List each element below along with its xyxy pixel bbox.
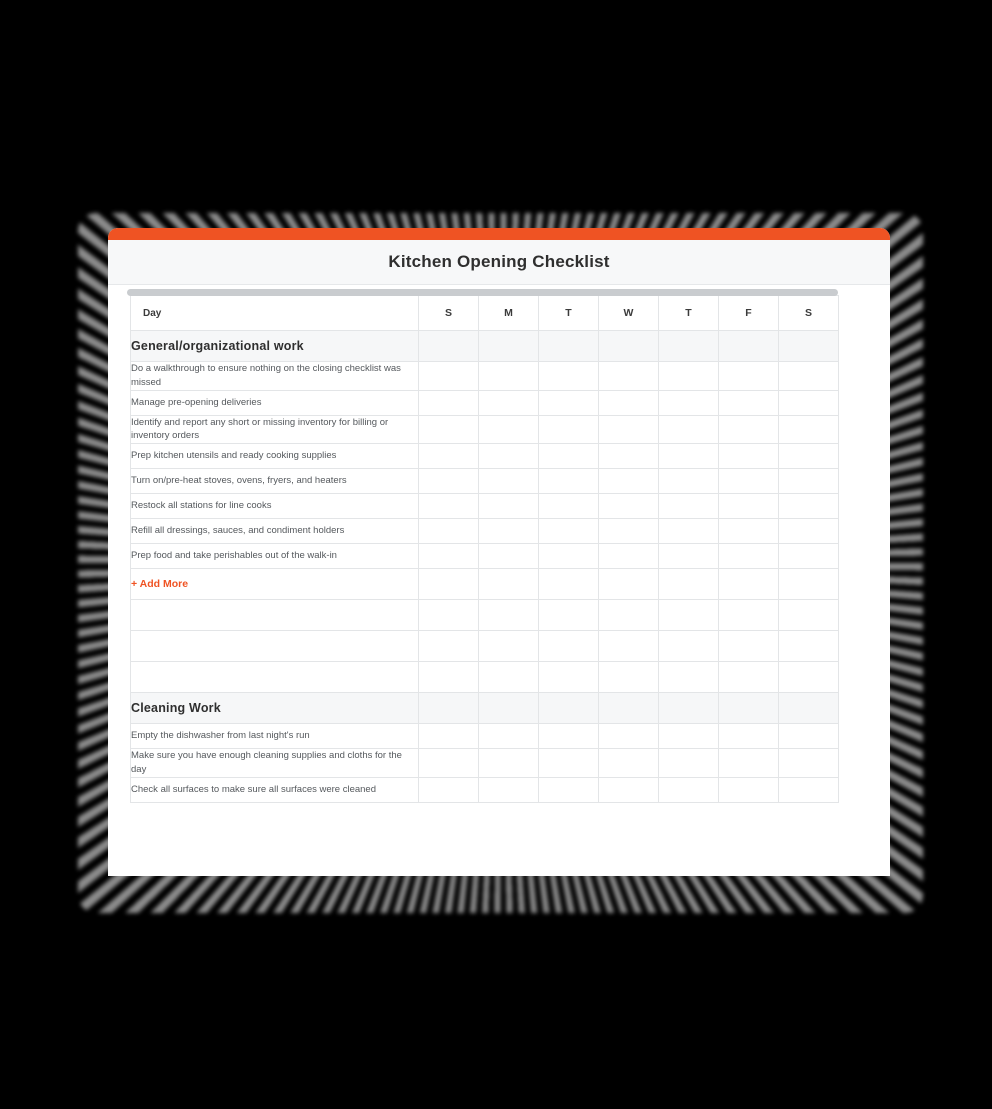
checkbox-cell[interactable] — [539, 749, 599, 778]
table-row — [131, 749, 839, 778]
checklist-table — [130, 295, 839, 803]
section-spacer-cell — [779, 693, 839, 724]
checkbox-cell[interactable] — [419, 724, 479, 749]
blank-task-cell[interactable] — [131, 662, 419, 693]
checkbox-cell[interactable] — [719, 631, 779, 662]
checkbox-cell[interactable] — [479, 444, 539, 469]
checkbox-cell[interactable] — [539, 519, 599, 544]
checkbox-cell[interactable] — [539, 415, 599, 444]
checkbox-cell[interactable] — [419, 469, 479, 494]
checkbox-cell[interactable] — [779, 724, 839, 749]
add-more-row — [131, 569, 839, 600]
checkbox-cell[interactable] — [779, 569, 839, 600]
column-header-day: Day — [131, 296, 419, 331]
checkbox-cell[interactable] — [599, 544, 659, 569]
task-label: Empty the dishwasher from last night's run — [131, 724, 419, 749]
checkbox-cell[interactable] — [599, 724, 659, 749]
column-header-wednesday: W — [599, 296, 659, 331]
checkbox-cell[interactable] — [779, 662, 839, 693]
checkbox-cell[interactable] — [659, 569, 719, 600]
blank-row — [131, 662, 839, 693]
table-row — [131, 469, 839, 494]
checkbox-cell[interactable] — [419, 390, 479, 415]
add-more-button[interactable]: + Add More — [131, 569, 419, 600]
task-label: Identify and report any short or missing inventory for billing or inventory orders — [131, 415, 419, 444]
checklist-card — [108, 228, 890, 876]
checkbox-cell[interactable] — [479, 362, 539, 391]
checkbox-cell[interactable] — [659, 519, 719, 544]
table-row — [131, 544, 839, 569]
checkbox-cell[interactable] — [779, 519, 839, 544]
section-spacer-cell — [719, 331, 779, 362]
checkbox-cell[interactable] — [719, 494, 779, 519]
checkbox-cell[interactable] — [599, 600, 659, 631]
checkbox-cell[interactable] — [719, 569, 779, 600]
table-row — [131, 390, 839, 415]
section-spacer-cell — [419, 693, 479, 724]
checkbox-cell[interactable] — [779, 777, 839, 802]
table-row — [131, 519, 839, 544]
checkbox-cell[interactable] — [599, 415, 659, 444]
table-body — [131, 331, 839, 803]
section-spacer-cell — [539, 331, 599, 362]
checkbox-cell[interactable] — [539, 631, 599, 662]
checkbox-cell[interactable] — [539, 494, 599, 519]
checkbox-cell[interactable] — [719, 519, 779, 544]
column-header-tuesday: T — [539, 296, 599, 331]
checkbox-cell[interactable] — [479, 415, 539, 444]
section-header-row — [131, 693, 839, 724]
checkbox-cell[interactable] — [719, 777, 779, 802]
checkbox-cell[interactable] — [539, 362, 599, 391]
checkbox-cell[interactable] — [779, 444, 839, 469]
table-head — [131, 296, 839, 331]
sheet-area — [108, 285, 890, 803]
checkbox-cell[interactable] — [419, 362, 479, 391]
checkbox-cell[interactable] — [719, 544, 779, 569]
checkbox-cell[interactable] — [659, 469, 719, 494]
checkbox-cell[interactable] — [599, 749, 659, 778]
checkbox-cell[interactable] — [539, 390, 599, 415]
checkbox-cell[interactable] — [539, 569, 599, 600]
checkbox-cell[interactable] — [419, 544, 479, 569]
blank-task-cell[interactable] — [131, 631, 419, 662]
section-title: Cleaning Work — [131, 693, 419, 724]
checkbox-cell[interactable] — [479, 600, 539, 631]
table-row — [131, 362, 839, 391]
checkbox-cell[interactable] — [719, 662, 779, 693]
checkbox-cell[interactable] — [779, 415, 839, 444]
checkbox-cell[interactable] — [659, 362, 719, 391]
checkbox-cell[interactable] — [779, 494, 839, 519]
checkbox-cell[interactable] — [419, 777, 479, 802]
checkbox-cell[interactable] — [779, 390, 839, 415]
checkbox-cell[interactable] — [419, 600, 479, 631]
section-spacer-cell — [419, 331, 479, 362]
section-spacer-cell — [599, 331, 659, 362]
checkbox-cell[interactable] — [599, 494, 659, 519]
table-row — [131, 724, 839, 749]
checkbox-cell[interactable] — [479, 631, 539, 662]
checkbox-cell[interactable] — [539, 600, 599, 631]
checkbox-cell[interactable] — [599, 569, 659, 600]
checkbox-cell[interactable] — [719, 362, 779, 391]
checkbox-cell[interactable] — [719, 390, 779, 415]
section-spacer-cell — [539, 693, 599, 724]
checkbox-cell[interactable] — [419, 444, 479, 469]
checkbox-cell[interactable] — [779, 600, 839, 631]
task-label: Make sure you have enough cleaning supplies and cloths for the day — [131, 749, 419, 778]
checkbox-cell[interactable] — [659, 444, 719, 469]
table-row — [131, 444, 839, 469]
checkbox-cell[interactable] — [719, 600, 779, 631]
checkbox-cell[interactable] — [419, 569, 479, 600]
task-label: Refill all dressings, sauces, and condiment holders — [131, 519, 419, 544]
horizontal-scrollbar[interactable] — [127, 289, 838, 296]
checkbox-cell[interactable] — [539, 469, 599, 494]
checkbox-cell[interactable] — [479, 662, 539, 693]
blank-row — [131, 600, 839, 631]
checkbox-cell[interactable] — [659, 415, 719, 444]
checkbox-cell[interactable] — [659, 777, 719, 802]
task-label: Do a walkthrough to ensure nothing on the closing checklist was missed — [131, 362, 419, 391]
checkbox-cell[interactable] — [659, 631, 719, 662]
checkbox-cell[interactable] — [599, 469, 659, 494]
checkbox-cell[interactable] — [539, 777, 599, 802]
checkbox-cell[interactable] — [539, 724, 599, 749]
checkbox-cell[interactable] — [599, 662, 659, 693]
task-label: Turn on/pre-heat stoves, ovens, fryers, and heaters — [131, 469, 419, 494]
section-spacer-cell — [779, 331, 839, 362]
checkbox-cell[interactable] — [779, 631, 839, 662]
checkbox-cell[interactable] — [599, 362, 659, 391]
section-spacer-cell — [479, 693, 539, 724]
page-title: Kitchen Opening Checklist — [388, 252, 610, 271]
checkbox-cell[interactable] — [719, 724, 779, 749]
accent-bar — [108, 228, 890, 240]
checkbox-cell[interactable] — [479, 390, 539, 415]
checkbox-cell[interactable] — [779, 362, 839, 391]
section-spacer-cell — [719, 693, 779, 724]
checkbox-cell[interactable] — [719, 469, 779, 494]
checkbox-cell[interactable] — [599, 777, 659, 802]
checkbox-cell[interactable] — [659, 600, 719, 631]
section-header-row — [131, 331, 839, 362]
checkbox-cell[interactable] — [599, 519, 659, 544]
task-label: Prep kitchen utensils and ready cooking supplies — [131, 444, 419, 469]
checkbox-cell[interactable] — [659, 662, 719, 693]
section-spacer-cell — [659, 693, 719, 724]
checkbox-cell[interactable] — [479, 494, 539, 519]
checkbox-cell[interactable] — [419, 662, 479, 693]
task-label: Prep food and take perishables out of the walk-in — [131, 544, 419, 569]
header-row — [131, 296, 839, 331]
checkbox-cell[interactable] — [599, 444, 659, 469]
checkbox-cell[interactable] — [539, 662, 599, 693]
checkbox-cell[interactable] — [419, 415, 479, 444]
checkbox-cell[interactable] — [479, 544, 539, 569]
checkbox-cell[interactable] — [599, 631, 659, 662]
task-label: Manage pre-opening deliveries — [131, 390, 419, 415]
checkbox-cell[interactable] — [539, 544, 599, 569]
checkbox-cell[interactable] — [659, 390, 719, 415]
checkbox-cell[interactable] — [719, 749, 779, 778]
checkbox-cell[interactable] — [779, 469, 839, 494]
section-spacer-cell — [659, 331, 719, 362]
checkbox-cell[interactable] — [719, 415, 779, 444]
section-spacer-cell — [599, 693, 659, 724]
checkbox-cell[interactable] — [419, 631, 479, 662]
checkbox-cell[interactable] — [719, 444, 779, 469]
title-bar — [108, 240, 890, 285]
task-label: Restock all stations for line cooks — [131, 494, 419, 519]
checkbox-cell[interactable] — [659, 494, 719, 519]
table-row — [131, 494, 839, 519]
task-label: Check all surfaces to make sure all surfaces were cleaned — [131, 777, 419, 802]
blank-task-cell[interactable] — [131, 600, 419, 631]
checkbox-cell[interactable] — [599, 390, 659, 415]
section-title: General/organizational work — [131, 331, 419, 362]
checkbox-cell[interactable] — [479, 777, 539, 802]
column-header-saturday: S — [779, 296, 839, 331]
checkbox-cell[interactable] — [779, 544, 839, 569]
checkbox-cell[interactable] — [419, 749, 479, 778]
column-header-thursday: T — [659, 296, 719, 331]
checkbox-cell[interactable] — [479, 724, 539, 749]
checkbox-cell[interactable] — [779, 749, 839, 778]
checkbox-cell[interactable] — [479, 749, 539, 778]
checkbox-cell[interactable] — [479, 569, 539, 600]
blank-row — [131, 631, 839, 662]
checkbox-cell[interactable] — [659, 749, 719, 778]
table-row — [131, 777, 839, 802]
section-spacer-cell — [479, 331, 539, 362]
checkbox-cell[interactable] — [659, 544, 719, 569]
checkbox-cell[interactable] — [479, 469, 539, 494]
column-header-friday: F — [719, 296, 779, 331]
column-header-sunday: S — [419, 296, 479, 331]
checkbox-cell[interactable] — [479, 519, 539, 544]
checkbox-cell[interactable] — [419, 519, 479, 544]
checkbox-cell[interactable] — [659, 724, 719, 749]
checkbox-cell[interactable] — [539, 444, 599, 469]
checkbox-cell[interactable] — [419, 494, 479, 519]
column-header-monday: M — [479, 296, 539, 331]
table-row — [131, 415, 839, 444]
